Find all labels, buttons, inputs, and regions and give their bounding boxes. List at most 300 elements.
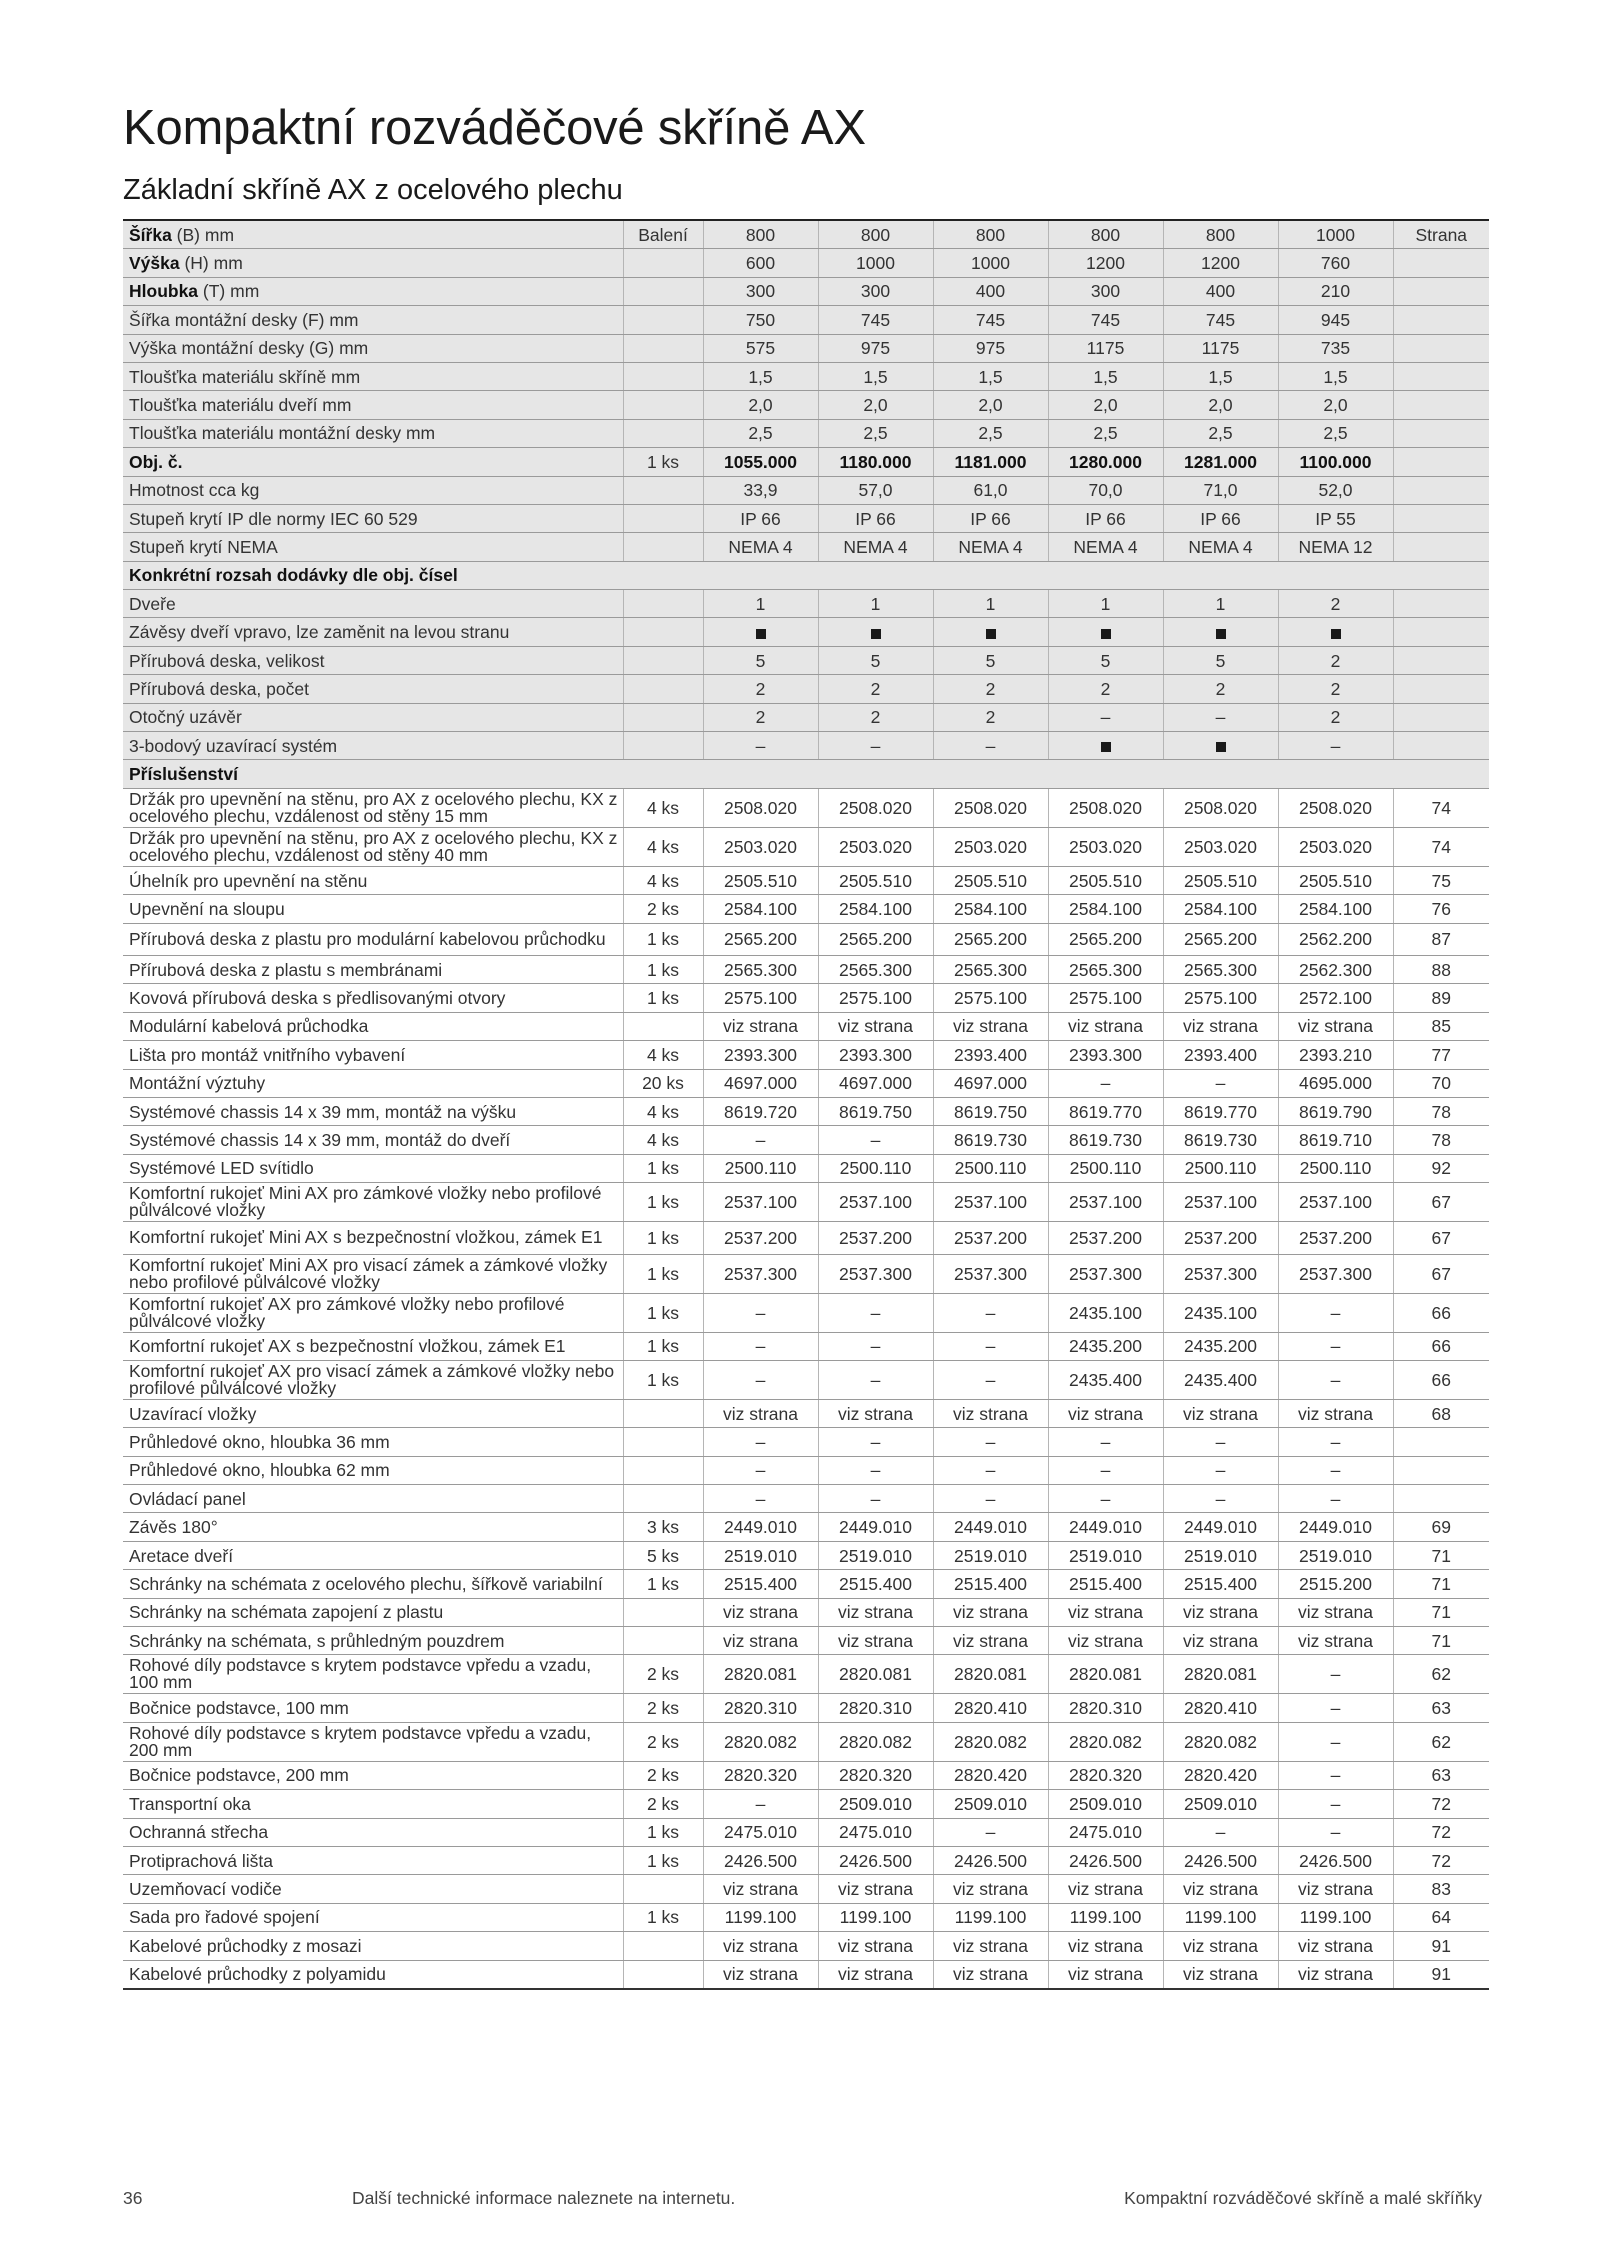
accessory-row xyxy=(123,1012,1489,1040)
accessory-row xyxy=(123,1399,1489,1427)
value-cell: 2575.100 xyxy=(933,984,1048,1012)
value-cell: 745 xyxy=(818,306,933,334)
page-ref: 88 xyxy=(1393,955,1489,983)
value-cell: 4695.000 xyxy=(1278,1069,1393,1097)
page-ref xyxy=(1393,504,1489,532)
value-cell: 2449.010 xyxy=(818,1513,933,1541)
value-cell: 2584.100 xyxy=(818,895,933,923)
value-cell: 1200 xyxy=(1163,249,1278,277)
value-cell: 2565.200 xyxy=(933,923,1048,955)
row-label-rest: (H) mm xyxy=(179,253,243,274)
pack-size: Balení xyxy=(623,220,703,249)
value-cell xyxy=(1048,618,1163,646)
value-cell: 2475.010 xyxy=(818,1818,933,1846)
value-cell: 8619.770 xyxy=(1048,1097,1163,1125)
value-cell: 2820.081 xyxy=(703,1655,818,1694)
value-cell: viz strana xyxy=(1163,1598,1278,1626)
value-cell: 2503.020 xyxy=(703,827,818,866)
accessory-row xyxy=(123,827,1489,866)
spec-row xyxy=(123,334,1489,362)
value-cell xyxy=(1278,618,1393,646)
value-cell: viz strana xyxy=(933,1399,1048,1427)
pack-size xyxy=(623,590,703,618)
footer-section-title: Kompaktní rozváděčové skříně a malé skříňky xyxy=(1124,2188,1482,2208)
accessory-row xyxy=(123,1627,1489,1655)
page-ref: 75 xyxy=(1393,866,1489,894)
row-label: Uzemňovací vodiče xyxy=(123,1875,623,1903)
accessory-row xyxy=(123,1694,1489,1722)
value-cell: 2519.010 xyxy=(1278,1541,1393,1569)
value-cell: 2426.500 xyxy=(703,1846,818,1874)
value-cell: 2393.400 xyxy=(1163,1041,1278,1069)
value-cell: 1199.100 xyxy=(1048,1903,1163,1931)
value-cell: 2820.320 xyxy=(1048,1761,1163,1789)
value-cell: 2,0 xyxy=(703,391,818,419)
value-cell: 2515.200 xyxy=(1278,1570,1393,1598)
value-cell: viz strana xyxy=(1163,1627,1278,1655)
value-cell: 8619.730 xyxy=(1163,1126,1278,1154)
value-cell: 2,5 xyxy=(1163,419,1278,447)
accessory-row xyxy=(123,1183,1489,1222)
value-cell: 2475.010 xyxy=(703,1818,818,1846)
value-cell: 745 xyxy=(933,306,1048,334)
page-number: 36 xyxy=(123,2188,143,2208)
value-cell: 2,5 xyxy=(818,419,933,447)
value-cell: 2584.100 xyxy=(1048,895,1163,923)
value-cell: – xyxy=(703,732,818,760)
value-cell: 800 xyxy=(703,220,818,249)
value-cell: 2435.400 xyxy=(1048,1360,1163,1399)
row-label xyxy=(123,249,623,277)
value-cell: 2575.100 xyxy=(703,984,818,1012)
pack-size: 4 ks xyxy=(623,1097,703,1125)
pack-size: 1 ks xyxy=(623,1818,703,1846)
value-cell: – xyxy=(703,1126,818,1154)
value-cell: 2426.500 xyxy=(933,1846,1048,1874)
row-label: Ochranná střecha xyxy=(123,1818,623,1846)
value-cell: 2537.200 xyxy=(1278,1222,1393,1254)
value-cell: 33,9 xyxy=(703,476,818,504)
pack-size: 1 ks xyxy=(623,1360,703,1399)
row-label: Závěs 180° xyxy=(123,1513,623,1541)
value-cell: 2562.200 xyxy=(1278,923,1393,955)
value-cell: 2565.300 xyxy=(818,955,933,983)
spec-row xyxy=(123,249,1489,277)
value-cell: 8619.730 xyxy=(933,1126,1048,1154)
page-ref: 91 xyxy=(1393,1960,1489,1989)
page-ref: 67 xyxy=(1393,1222,1489,1254)
value-cell: 5 xyxy=(1048,646,1163,674)
value-cell: 2820.082 xyxy=(818,1722,933,1761)
row-label: Sada pro řadové spojení xyxy=(123,1903,623,1931)
value-cell: viz strana xyxy=(933,1598,1048,1626)
page-ref: 71 xyxy=(1393,1598,1489,1626)
value-cell: 8619.720 xyxy=(703,1097,818,1125)
value-cell: 2820.310 xyxy=(703,1694,818,1722)
value-cell: 2435.100 xyxy=(1163,1293,1278,1332)
value-cell: 2426.500 xyxy=(1163,1846,1278,1874)
pack-size xyxy=(623,249,703,277)
pack-size: 2 ks xyxy=(623,1761,703,1789)
value-cell: viz strana xyxy=(1278,1627,1393,1655)
page-ref xyxy=(1393,448,1489,476)
accessory-row xyxy=(123,1960,1489,1989)
page-ref xyxy=(1393,277,1489,305)
value-cell: – xyxy=(1048,1456,1163,1484)
row-label: Lišta pro montáž vnitřního vybavení xyxy=(123,1041,623,1069)
value-cell: 1100.000 xyxy=(1278,448,1393,476)
value-cell: – xyxy=(933,1332,1048,1360)
value-cell: 2449.010 xyxy=(933,1513,1048,1541)
row-label xyxy=(123,220,623,249)
accessory-row xyxy=(123,1570,1489,1598)
value-cell: NEMA 12 xyxy=(1278,533,1393,561)
page-ref xyxy=(1393,334,1489,362)
page-ref: 71 xyxy=(1393,1570,1489,1598)
row-label: Výška montážní desky (G) mm xyxy=(123,334,623,362)
value-cell: 2565.200 xyxy=(1048,923,1163,955)
value-cell: 975 xyxy=(818,334,933,362)
accessory-row xyxy=(123,1126,1489,1154)
value-cell: 2515.400 xyxy=(933,1570,1048,1598)
value-cell: viz strana xyxy=(933,1627,1048,1655)
value-cell: 4697.000 xyxy=(818,1069,933,1097)
pack-size: 1 ks xyxy=(623,1903,703,1931)
row-label: Přírubová deska, velikost xyxy=(123,646,623,674)
value-cell: 2500.110 xyxy=(1278,1154,1393,1182)
value-cell: – xyxy=(1278,1790,1393,1818)
value-cell: 2575.100 xyxy=(1048,984,1163,1012)
value-cell: 2505.510 xyxy=(933,866,1048,894)
page-ref: 63 xyxy=(1393,1761,1489,1789)
page-ref: 74 xyxy=(1393,827,1489,866)
value-cell: 745 xyxy=(1048,306,1163,334)
spec-row xyxy=(123,533,1489,561)
value-cell: viz strana xyxy=(1278,1960,1393,1989)
value-cell: viz strana xyxy=(1163,1012,1278,1040)
value-cell: 8619.730 xyxy=(1048,1126,1163,1154)
pack-size xyxy=(623,476,703,504)
value-cell: viz strana xyxy=(818,1399,933,1427)
value-cell: – xyxy=(933,1360,1048,1399)
value-cell: 2,5 xyxy=(1278,419,1393,447)
value-cell: viz strana xyxy=(1278,1932,1393,1960)
value-cell: 2426.500 xyxy=(1048,1846,1163,1874)
value-cell: 1280.000 xyxy=(1048,448,1163,476)
scope-row xyxy=(123,618,1489,646)
scope-row xyxy=(123,675,1489,703)
row-label: Závěsy dveří vpravo, lze zaměnit na levou stranu xyxy=(123,618,623,646)
spec-row xyxy=(123,277,1489,305)
value-cell: viz strana xyxy=(703,1012,818,1040)
value-cell: 735 xyxy=(1278,334,1393,362)
value-cell: – xyxy=(1163,1818,1278,1846)
value-cell: 2519.010 xyxy=(933,1541,1048,1569)
value-cell: 1,5 xyxy=(703,362,818,390)
value-cell: 2820.310 xyxy=(1048,1694,1163,1722)
footer-note: Další technické informace naleznete na internetu. xyxy=(352,2188,736,2208)
pack-size: 1 ks xyxy=(623,955,703,983)
page-ref: 72 xyxy=(1393,1846,1489,1874)
value-cell: – xyxy=(1163,1428,1278,1456)
value-cell: 8619.710 xyxy=(1278,1126,1393,1154)
page-ref: 66 xyxy=(1393,1293,1489,1332)
value-cell: – xyxy=(1163,1485,1278,1513)
accessories-heading: Příslušenství xyxy=(123,760,1489,788)
value-cell xyxy=(1163,618,1278,646)
value-cell: 2519.010 xyxy=(818,1541,933,1569)
value-cell: viz strana xyxy=(1048,1960,1163,1989)
value-cell: 2435.200 xyxy=(1048,1332,1163,1360)
row-label: Komfortní rukojeť AX pro zámkové vložky nebo profilové půlválcové vložky xyxy=(123,1293,623,1332)
value-cell xyxy=(933,618,1048,646)
value-cell: – xyxy=(703,1428,818,1456)
page-ref: 72 xyxy=(1393,1818,1489,1846)
page-ref xyxy=(1393,476,1489,504)
value-cell: 1000 xyxy=(1278,220,1393,249)
value-cell: 2,5 xyxy=(933,419,1048,447)
value-cell xyxy=(1163,732,1278,760)
value-cell: NEMA 4 xyxy=(1048,533,1163,561)
filled-square-icon xyxy=(1101,742,1111,752)
value-cell: 1 xyxy=(933,590,1048,618)
row-label: Uzavírací vložky xyxy=(123,1399,623,1427)
value-cell: 2565.200 xyxy=(1163,923,1278,955)
row-label: Schránky na schémata, s průhledným pouzdrem xyxy=(123,1627,623,1655)
value-cell: 2572.100 xyxy=(1278,984,1393,1012)
value-cell: 2 xyxy=(1048,675,1163,703)
value-cell: viz strana xyxy=(818,1932,933,1960)
accessory-row xyxy=(123,1428,1489,1456)
row-label: Tloušťka materiálu montážní desky mm xyxy=(123,419,623,447)
page-ref: 66 xyxy=(1393,1332,1489,1360)
pack-size xyxy=(623,1456,703,1484)
value-cell: – xyxy=(703,1456,818,1484)
value-cell: viz strana xyxy=(1048,1875,1163,1903)
page-ref: 76 xyxy=(1393,895,1489,923)
pack-size xyxy=(623,1875,703,1903)
row-label: Průhledové okno, hloubka 36 mm xyxy=(123,1428,623,1456)
value-cell: 2509.010 xyxy=(1163,1790,1278,1818)
value-cell: 2 xyxy=(1278,646,1393,674)
pack-size: 4 ks xyxy=(623,827,703,866)
row-label: Dveře xyxy=(123,590,623,618)
accessory-row xyxy=(123,866,1489,894)
accessory-row xyxy=(123,1818,1489,1846)
page-ref xyxy=(1393,590,1489,618)
page-ref: 64 xyxy=(1393,1903,1489,1931)
value-cell: viz strana xyxy=(933,1012,1048,1040)
page-ref xyxy=(1393,391,1489,419)
page-ref xyxy=(1393,533,1489,561)
product-table xyxy=(123,219,1489,1990)
value-cell: 2,0 xyxy=(1163,391,1278,419)
row-label: Otočný uzávěr xyxy=(123,703,623,731)
value-cell: 2820.420 xyxy=(1163,1761,1278,1789)
value-cell: 2449.010 xyxy=(703,1513,818,1541)
value-cell: 1055.000 xyxy=(703,448,818,476)
value-cell: 2 xyxy=(818,703,933,731)
row-label: Přírubová deska z plastu pro modulární kabelovou průchodku xyxy=(123,923,623,955)
value-cell: – xyxy=(933,732,1048,760)
row-label: Přírubová deska, počet xyxy=(123,675,623,703)
value-cell: 2537.100 xyxy=(933,1183,1048,1222)
pack-size: 1 ks xyxy=(623,1183,703,1222)
value-cell: NEMA 4 xyxy=(703,533,818,561)
pack-size: 2 ks xyxy=(623,1655,703,1694)
value-cell: 2537.200 xyxy=(703,1222,818,1254)
filled-square-icon xyxy=(756,629,766,639)
row-label xyxy=(123,277,623,305)
value-cell: – xyxy=(1048,1485,1163,1513)
value-cell: 945 xyxy=(1278,306,1393,334)
page-ref: 70 xyxy=(1393,1069,1489,1097)
value-cell: 2,0 xyxy=(1048,391,1163,419)
value-cell: 2500.110 xyxy=(933,1154,1048,1182)
value-cell: 2508.020 xyxy=(703,788,818,827)
row-label: Protiprachová lišta xyxy=(123,1846,623,1874)
value-cell: 2820.082 xyxy=(1048,1722,1163,1761)
row-label: Komfortní rukojeť Mini AX pro zámkové vložky nebo profilové půlválcové vložky xyxy=(123,1183,623,1222)
value-cell: 1281.000 xyxy=(1163,448,1278,476)
value-cell: – xyxy=(1048,1069,1163,1097)
accessory-row xyxy=(123,1932,1489,1960)
value-cell: 71,0 xyxy=(1163,476,1278,504)
accessory-row xyxy=(123,1097,1489,1125)
row-label: Ovládací panel xyxy=(123,1485,623,1513)
page-ref: 89 xyxy=(1393,984,1489,1012)
value-cell: 2393.400 xyxy=(933,1041,1048,1069)
row-label-rest: (B) mm xyxy=(171,224,235,245)
pack-size: 1 ks xyxy=(623,923,703,955)
value-cell: viz strana xyxy=(818,1012,933,1040)
value-cell: 2519.010 xyxy=(1163,1541,1278,1569)
row-label: Tloušťka materiálu dveří mm xyxy=(123,391,623,419)
spec-row xyxy=(123,476,1489,504)
page-ref: 62 xyxy=(1393,1655,1489,1694)
value-cell: 2393.300 xyxy=(1048,1041,1163,1069)
value-cell: – xyxy=(933,1456,1048,1484)
pack-size: 1 ks xyxy=(623,1254,703,1293)
value-cell: 800 xyxy=(1048,220,1163,249)
page-ref xyxy=(1393,646,1489,674)
filled-square-icon xyxy=(1216,742,1226,752)
page-ref: 66 xyxy=(1393,1360,1489,1399)
value-cell: 61,0 xyxy=(933,476,1048,504)
value-cell: 2575.100 xyxy=(818,984,933,1012)
value-cell: 2426.500 xyxy=(818,1846,933,1874)
pack-size: 1 ks xyxy=(623,1332,703,1360)
value-cell: 300 xyxy=(703,277,818,305)
value-cell: viz strana xyxy=(1048,1627,1163,1655)
scope-row xyxy=(123,646,1489,674)
value-cell: 750 xyxy=(703,306,818,334)
value-cell xyxy=(818,618,933,646)
row-label: Průhledové okno, hloubka 62 mm xyxy=(123,1456,623,1484)
value-cell: 2820.320 xyxy=(703,1761,818,1789)
value-cell: 1,5 xyxy=(1048,362,1163,390)
pack-size xyxy=(623,703,703,731)
value-cell: 1199.100 xyxy=(703,1903,818,1931)
page-ref: Strana xyxy=(1393,220,1489,249)
pack-size: 1 ks xyxy=(623,1570,703,1598)
pack-size xyxy=(623,362,703,390)
value-cell: 2509.010 xyxy=(818,1790,933,1818)
row-label: Komfortní rukojeť Mini AX s bezpečnostní vložkou, zámek E1 xyxy=(123,1222,623,1254)
pack-size: 1 ks xyxy=(623,1154,703,1182)
value-cell: 2 xyxy=(1278,703,1393,731)
value-cell: 2537.300 xyxy=(1163,1254,1278,1293)
value-cell: viz strana xyxy=(818,1627,933,1655)
pack-size xyxy=(623,1598,703,1626)
value-cell: 2435.200 xyxy=(1163,1332,1278,1360)
value-cell: 300 xyxy=(818,277,933,305)
pack-size xyxy=(623,1012,703,1040)
value-cell: – xyxy=(933,1293,1048,1332)
value-cell: viz strana xyxy=(1163,1875,1278,1903)
scope-section xyxy=(123,561,1489,760)
accessories-heading-row xyxy=(123,760,1489,788)
row-label: Úhelník pro upevnění na stěnu xyxy=(123,866,623,894)
value-cell: 2505.510 xyxy=(703,866,818,894)
pack-size: 1 ks xyxy=(623,448,703,476)
value-cell: 2537.100 xyxy=(818,1183,933,1222)
value-cell: 2508.020 xyxy=(1278,788,1393,827)
value-cell: – xyxy=(703,1485,818,1513)
row-label: Systémové chassis 14 x 39 mm, montáž na výšku xyxy=(123,1097,623,1125)
value-cell: – xyxy=(1163,1069,1278,1097)
value-cell: 2,0 xyxy=(818,391,933,419)
value-cell: – xyxy=(818,1485,933,1513)
value-cell: 400 xyxy=(1163,277,1278,305)
value-cell: 8619.770 xyxy=(1163,1097,1278,1125)
value-cell: – xyxy=(703,1293,818,1332)
value-cell: – xyxy=(933,1485,1048,1513)
value-cell: 2562.300 xyxy=(1278,955,1393,983)
value-cell: 2820.310 xyxy=(818,1694,933,1722)
accessory-row xyxy=(123,1541,1489,1569)
pack-size: 20 ks xyxy=(623,1069,703,1097)
value-cell: IP 66 xyxy=(1163,504,1278,532)
pack-size: 4 ks xyxy=(623,1126,703,1154)
value-cell: 5 xyxy=(818,646,933,674)
row-label: Kovová přírubová deska s předlisovanými otvory xyxy=(123,984,623,1012)
value-cell: viz strana xyxy=(933,1875,1048,1903)
pack-size xyxy=(623,1428,703,1456)
value-cell: 2537.300 xyxy=(818,1254,933,1293)
pack-size xyxy=(623,675,703,703)
row-label: 3-bodový uzavírací systém xyxy=(123,732,623,760)
accessory-row xyxy=(123,1761,1489,1789)
row-label: Kabelové průchodky z mosazi xyxy=(123,1932,623,1960)
value-cell: – xyxy=(1278,1428,1393,1456)
row-label: Komfortní rukojeť AX s bezpečnostní vložkou, zámek E1 xyxy=(123,1332,623,1360)
value-cell: 1199.100 xyxy=(1278,1903,1393,1931)
pack-size xyxy=(623,419,703,447)
value-cell: 2,5 xyxy=(1048,419,1163,447)
value-cell: 2584.100 xyxy=(703,895,818,923)
value-cell: – xyxy=(1278,1456,1393,1484)
value-cell: viz strana xyxy=(818,1598,933,1626)
accessory-row xyxy=(123,1041,1489,1069)
value-cell: 2820.410 xyxy=(933,1694,1048,1722)
row-label: Stupeň krytí NEMA xyxy=(123,533,623,561)
page-ref: 78 xyxy=(1393,1126,1489,1154)
value-cell: 2537.200 xyxy=(818,1222,933,1254)
value-cell: 1,5 xyxy=(1278,362,1393,390)
value-cell: 800 xyxy=(1163,220,1278,249)
value-cell: 800 xyxy=(818,220,933,249)
